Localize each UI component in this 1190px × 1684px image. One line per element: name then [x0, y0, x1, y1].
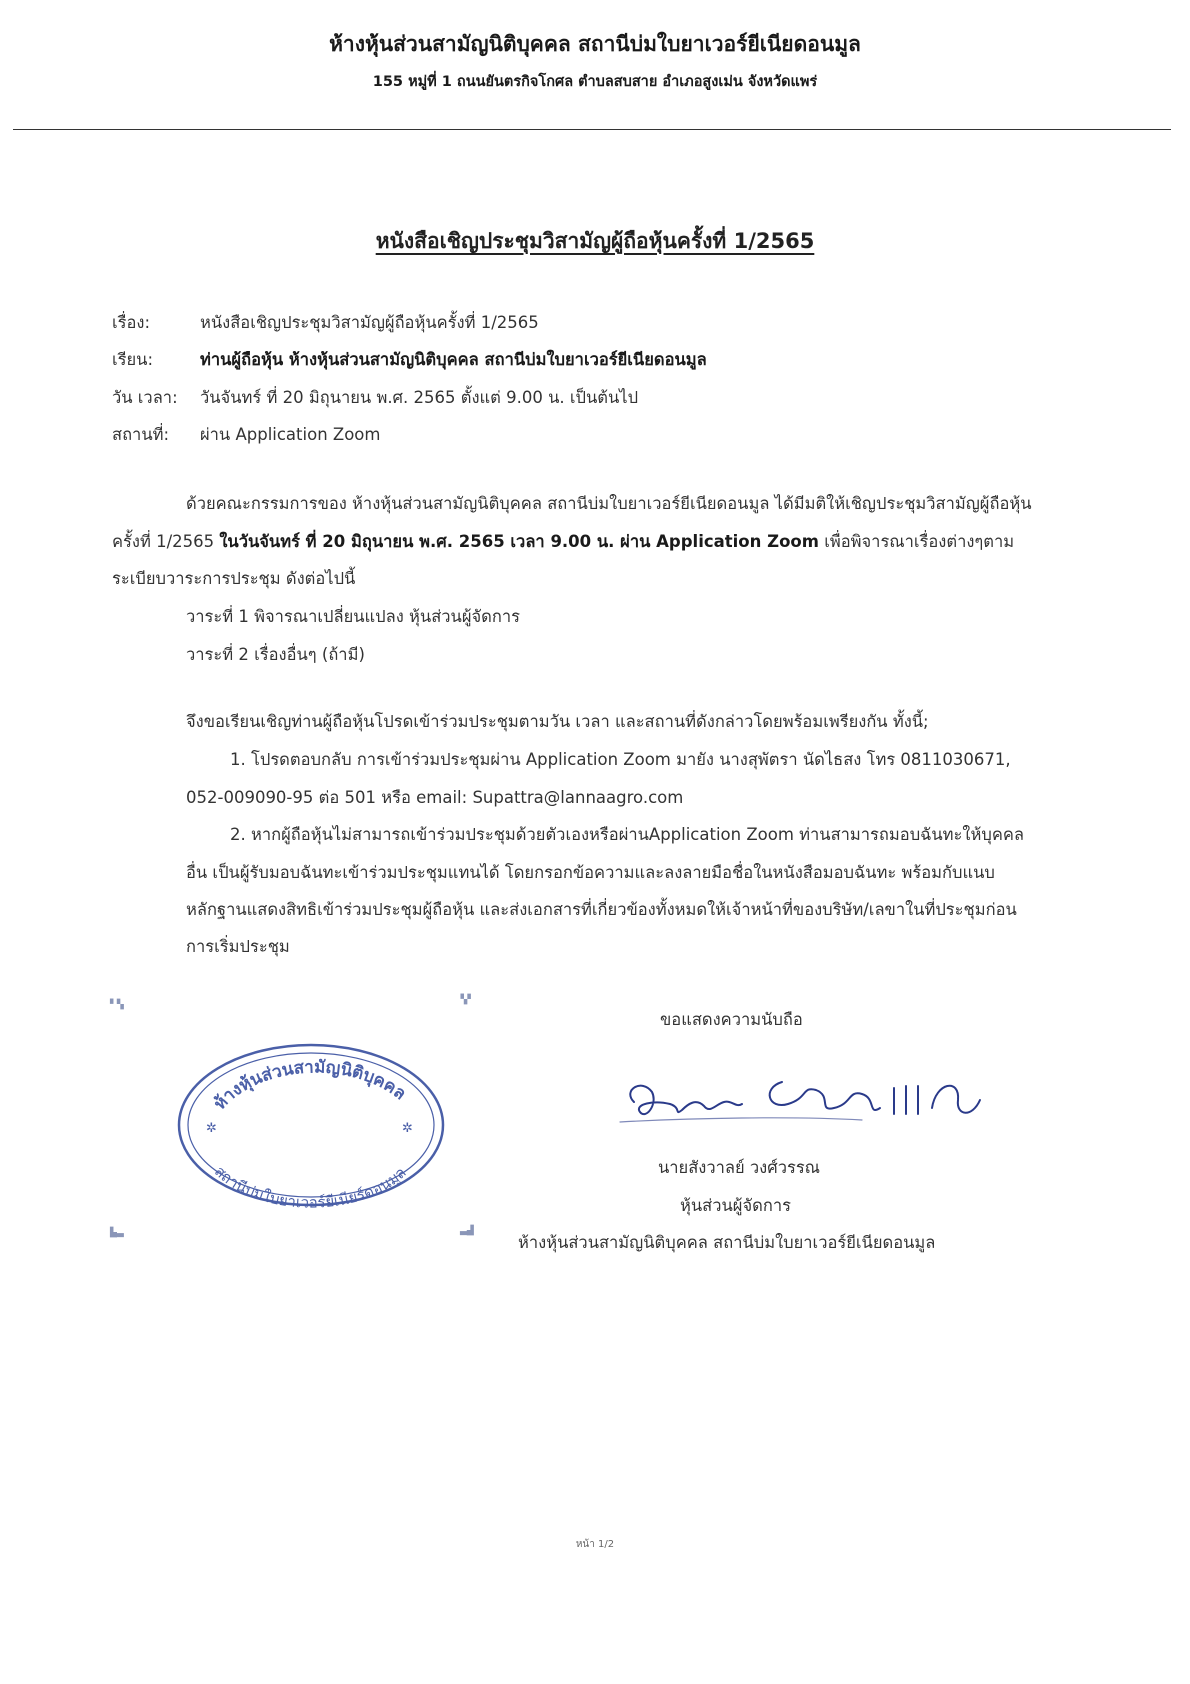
signer-company: ห้างหุ้นส่วนสามัญนิติบุคคล สถานีบ่มใบยาเวอร์ยีเนียดอนมูล [518, 1233, 936, 1252]
subject-label: เรื่อง: [112, 313, 151, 332]
company-address: 155 หมู่ที่ 1 ถนนยันตรกิจโกศล ตำบลสบสาย อำเภอสูงเม่น จังหวัดแพร่ [372, 74, 818, 90]
to-value: ท่านผู้ถือหุ้น ห้างหุ้นส่วนสามัญนิติบุคคล สถานีบ่มใบยาเวอร์ยีเนียดอนมูล [200, 350, 707, 369]
item-2-line-1: 2. หากผู้ถือหุ้นไม่สามารถเข้าร่วมประชุมด้วยตัวเองหรือผ่านApplication Zoom ท่านสามารถมอบฉันทะให้บุคคล [230, 825, 1025, 844]
closing-regards: ขอแสดงความนับถือ [660, 1010, 803, 1029]
datetime-value: วันจันทร์ ที่ 20 มิถุนายน พ.ศ. 2565 ตั้งแต่ 9.00 น. เป็นต้นไป [200, 388, 639, 407]
intro-line-3: ระเบียบวาระการประชุม ดังต่อไปนี้ [112, 569, 356, 588]
stamp-corner-mark: ▃▟ [460, 1226, 474, 1236]
company-seal [170, 1030, 452, 1215]
intro-line-1: ด้วยคณะกรรมการของ ห้างหุ้นส่วนสามัญนิติบุคคล สถานีบ่มใบยาเวอร์ยีเนียดอนมูล ได้มีมติให้เชิญประชุมวิสามัญผู้ถือหุ้น [186, 494, 1032, 513]
document-title: หนังสือเชิญประชุมวิสามัญผู้ถือหุ้นครั้งที่ 1/2565 [375, 229, 815, 253]
seal-text-top: ห้างหุ้นส่วนสามัญนิติบุคคล [209, 1057, 410, 1115]
item-2-line-3: หลักฐานแสดงสิทธิเข้าร่วมประชุมผู้ถือหุ้น และส่งเอกสารที่เกี่ยวข้องทั้งหมดให้เจ้าหน้าที่ของบริษัท/เลขาในที่ประชุมก่อน [186, 900, 1017, 919]
intro-meeting-datetime: ในวันจันทร์ ที่ 20 มิถุนายน พ.ศ. 2565 เวลา 9.00 น. ผ่าน Application Zoom [219, 532, 819, 551]
item-2-line-4: การเริ่มประชุม [186, 937, 290, 956]
item-2-line-2: อื่น เป็นผู้รับมอบฉันทะเข้าร่วมประชุมแทนได้ โดยกรอกข้อความและลงลายมือชื่อในหนังสือมอบฉันทะ พร้อมกับแนบ [186, 863, 995, 882]
to-label: เรียน: [112, 350, 154, 369]
stamp-corner-mark: ▙▃ [110, 1228, 124, 1238]
agenda-item-2: วาระที่ 2 เรื่องอื่นๆ (ถ้ามี) [186, 645, 365, 664]
subject-value: หนังสือเชิญประชุมวิสามัญผู้ถือหุ้นครั้งที่ 1/2565 [200, 313, 539, 332]
invite-text: จึงขอเรียนเชิญท่านผู้ถือหุ้นโปรดเข้าร่วมประชุมตามวัน เวลา และสถานที่ดังกล่าวโดยพร้อมเพรียงกัน ทั้งนี้; [186, 712, 929, 731]
header-divider [13, 129, 1171, 130]
venue-label: สถานที่: [112, 425, 170, 444]
company-name: ห้างหุ้นส่วนสามัญนิติบุคคล สถานีบ่มใบยาเวอร์ยีเนียดอนมูล [329, 32, 861, 56]
stamp-corner-mark: ▝▞ [457, 995, 471, 1005]
item-1-line-1: 1. โปรดตอบกลับ การเข้าร่วมประชุมผ่าน Application Zoom มายัง นางสุพัตรา นัดไธสง โทร 0811030671, [230, 750, 1011, 769]
seal-text-bottom: สถานีบ่มใบยาเวอร์ยีเนียร์ดอนมูล [210, 1162, 410, 1212]
seal-star-icon: ✲ [402, 1121, 413, 1136]
page-number: หน้า 1/2 [575, 1539, 615, 1550]
agenda-item-1: วาระที่ 1 พิจารณาเปลี่ยนแปลง หุ้นส่วนผู้จัดการ [186, 607, 520, 626]
seal-star-icon: ✲ [206, 1121, 217, 1136]
signature [612, 1060, 998, 1140]
stamp-corner-mark: ▘▚ [110, 1000, 124, 1010]
item-1-line-2: 052-009090-95 ต่อ 501 หรือ email: Supattra@lannaagro.com [186, 788, 684, 807]
signer-position: หุ้นส่วนผู้จัดการ [680, 1196, 791, 1215]
signer-name: นายสังวาลย์ วงศ์วรรณ [658, 1158, 820, 1177]
datetime-label: วัน เวลา: [112, 388, 178, 407]
intro-line-2: ครั้งที่ 1/2565 ในวันจันทร์ ที่ 20 มิถุนายน พ.ศ. 2565 เวลา 9.00 น. ผ่าน Application Zoom เพื่อพิจารณาเรื่องต่างๆตาม [112, 532, 1015, 551]
venue-value: ผ่าน Application Zoom [200, 425, 381, 444]
